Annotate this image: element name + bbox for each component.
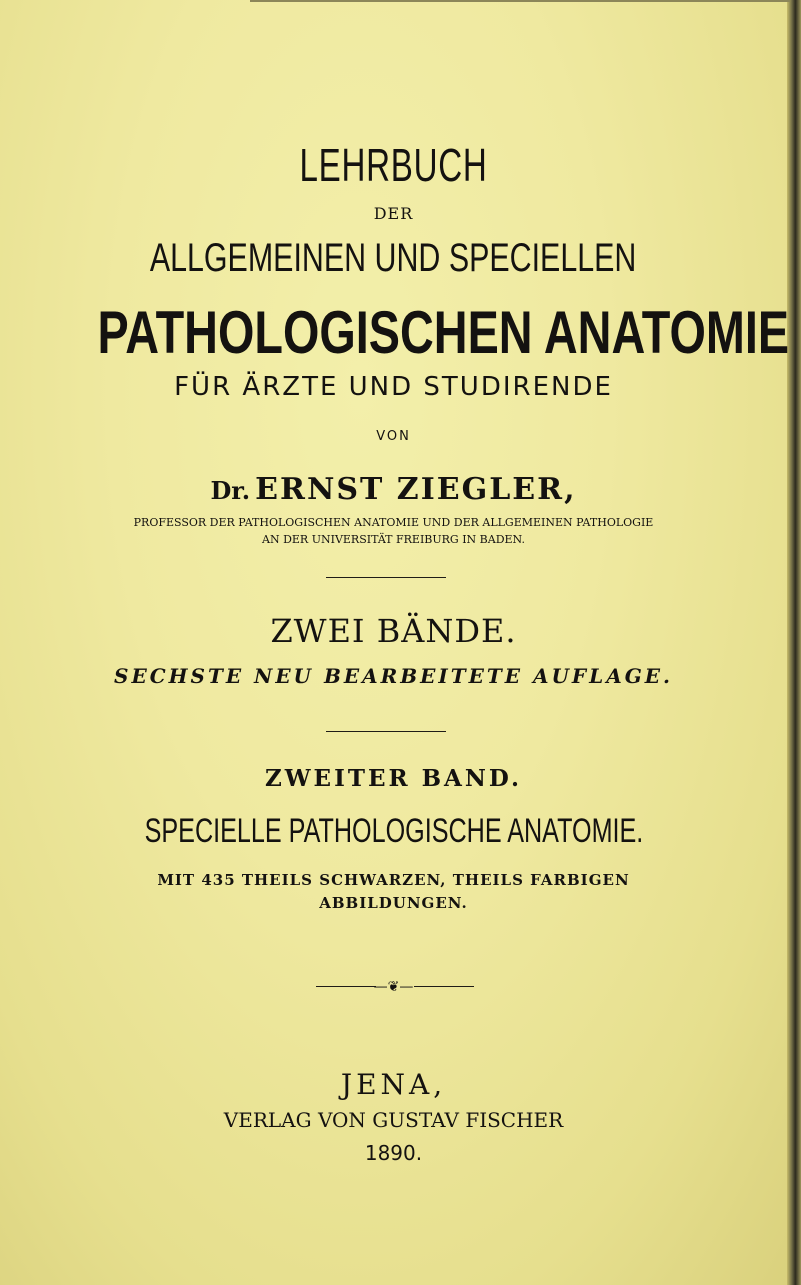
by-label: VON	[376, 429, 411, 444]
by-line	[0, 425, 787, 444]
title-main-line	[0, 298, 790, 367]
volume-title-line	[0, 765, 787, 792]
ornament-line	[0, 976, 787, 995]
illustrations-line-1	[0, 870, 787, 889]
edition: SECHSTE NEU BEARBEITETE AUFLAGE.	[114, 664, 673, 688]
volume-subject-line	[0, 812, 787, 851]
publisher-line	[0, 1108, 787, 1132]
publication-place: JENA,	[340, 1068, 447, 1101]
divider-rule	[326, 731, 446, 732]
volume-title: ZWEITER BAND.	[264, 765, 523, 792]
author-prefix: Dr.	[210, 476, 251, 505]
title-der-line	[0, 204, 787, 223]
volumes-count: ZWEI BÄNDE.	[270, 612, 517, 650]
author-affiliation-1: PROFESSOR DER PATHOLOGISCHEN ANATOMIE UND DER ALLGEMEINEN PATHOLOGIE	[133, 516, 654, 529]
title-allgemeinen-speciellen: ALLGEMEINEN UND SPECIELLEN	[150, 236, 637, 280]
page-edge	[787, 0, 801, 1285]
volume-subject: SPECIELLE PATHOLOGISCHE ANATOMIE.	[144, 812, 643, 850]
affiliation-line-2	[0, 528, 787, 547]
title-pathologischen-anatomie: PATHOLOGISCHEN ANATOMIE	[97, 299, 790, 366]
place-line	[0, 1068, 787, 1101]
illustrations-note-1: MIT 435 THEILS SCHWARZEN, THEILS FARBIGEN	[157, 871, 630, 889]
year-line	[0, 1141, 787, 1165]
publication-year: 1890.	[364, 1141, 423, 1165]
title-audience: FÜR ÄRZTE UND STUDIRENDE	[174, 372, 613, 402]
author-name: ERNST ZIEGLER,	[255, 472, 577, 507]
volumes-line	[0, 612, 787, 650]
illustrations-line-2	[0, 893, 787, 912]
illustrations-note-2: ABBILDUNGEN.	[319, 894, 468, 912]
title-lehrbuch: LEHRBUCH	[299, 139, 488, 191]
title-der: DER	[373, 204, 414, 223]
title-subject-line	[0, 236, 787, 281]
publisher: VERLAG VON GUSTAV FISCHER	[223, 1108, 564, 1132]
author-affiliation-2: AN DER UNIVERSITÄT FREIBURG IN BADEN.	[262, 533, 525, 546]
top-edge-line	[250, 0, 790, 2]
audience-line	[0, 372, 787, 402]
title-lehrbuch-line	[0, 138, 787, 192]
ornament-icon: —❦—	[373, 979, 414, 995]
author-line	[0, 472, 787, 507]
divider-rule	[326, 577, 446, 578]
edition-line	[0, 664, 787, 688]
